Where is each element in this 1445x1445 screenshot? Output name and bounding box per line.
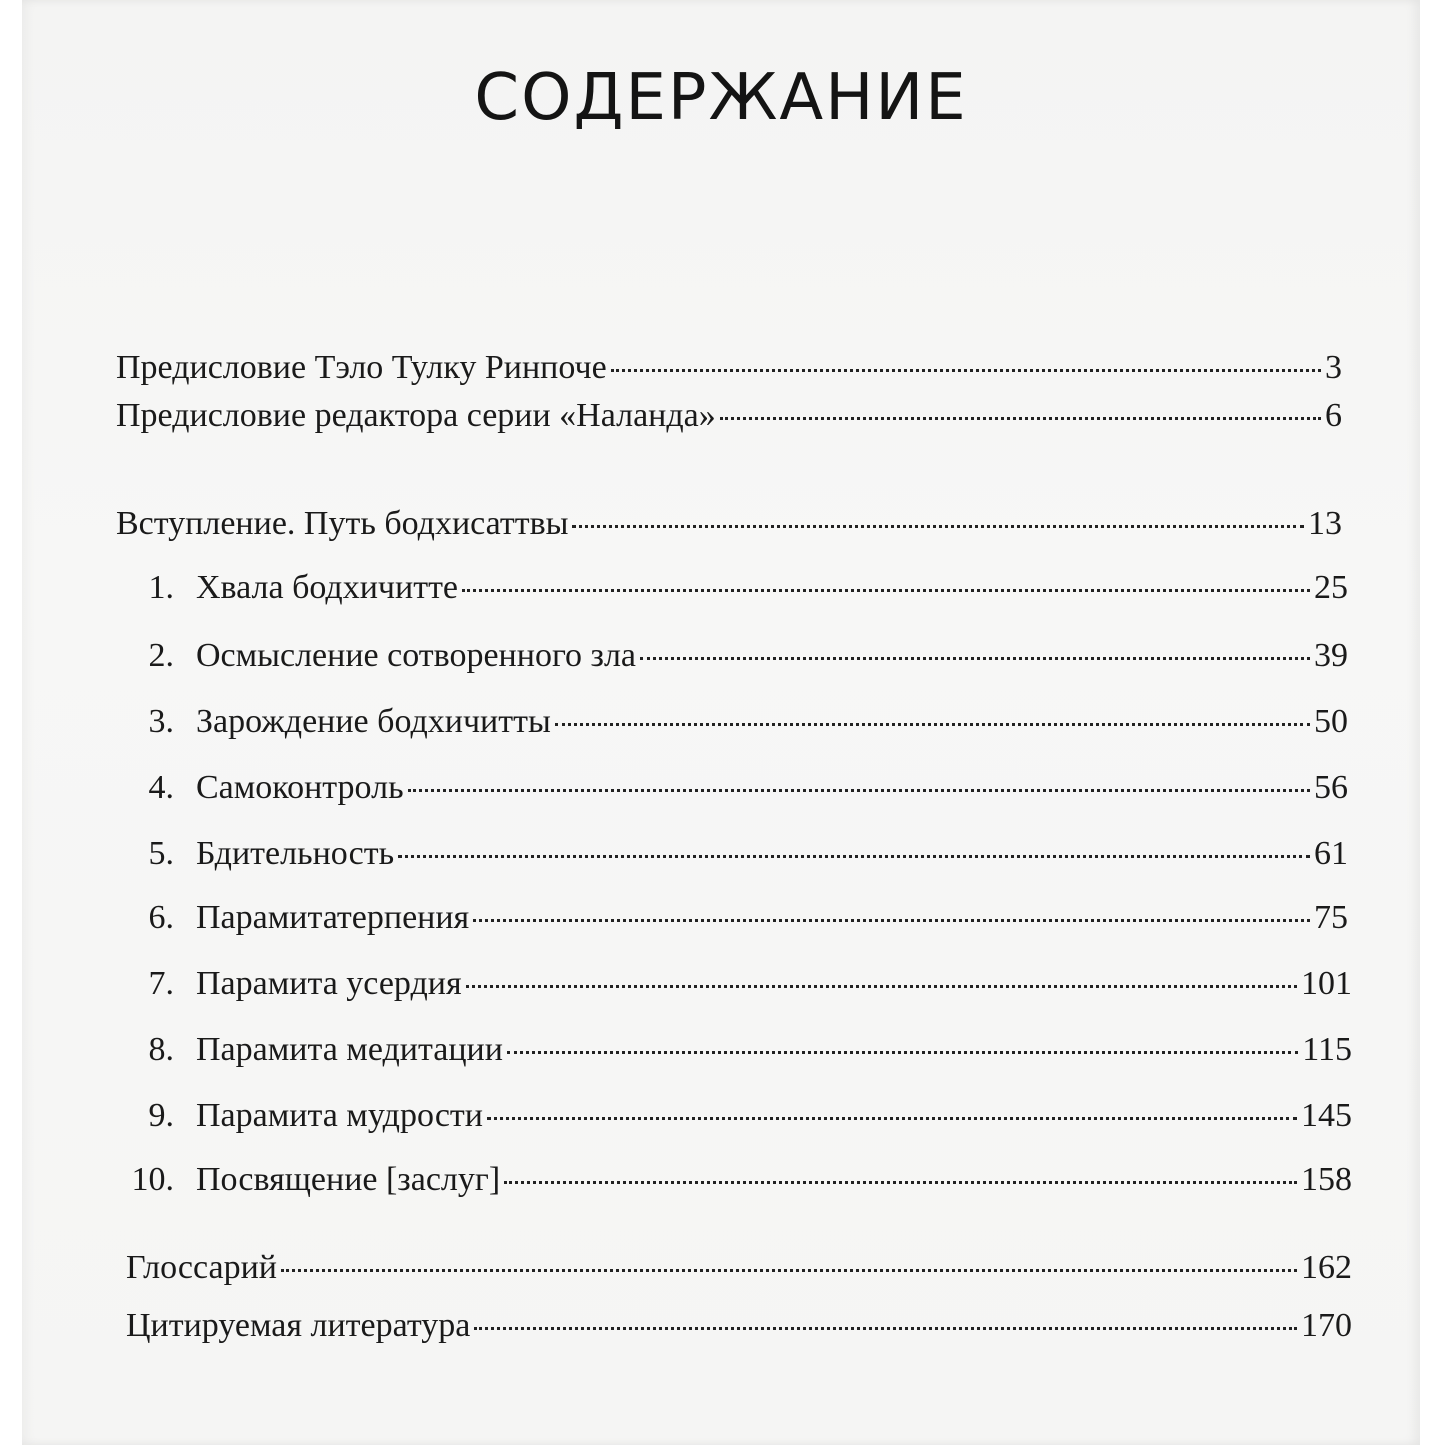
toc-chapter [126, 964, 1352, 1004]
toc-chapter [126, 768, 1348, 808]
chapter-page: 145 [1301, 1097, 1352, 1134]
dot-leader [555, 723, 1310, 726]
toc-entry-label: Вступление. Путь бодхисаттвы [116, 505, 569, 542]
chapter-number: 9. [148, 1097, 174, 1134]
toc-entry-page: 6 [1325, 397, 1342, 434]
toc-entry [116, 396, 1342, 436]
chapter-label: Парамита медитации [196, 1031, 503, 1068]
chapter-label: Парамитатерпения [196, 899, 470, 936]
chapter-label: Посвящение [заслуг] [196, 1161, 501, 1198]
chapter-number: 7. [148, 965, 174, 1002]
toc-chapter [126, 568, 1348, 608]
book-page [22, 0, 1420, 1445]
chapter-label: Самоконтроль [196, 769, 404, 806]
toc-chapter [126, 834, 1348, 874]
toc-entry-label: Глоссарий [126, 1249, 277, 1286]
chapter-number: 3. [148, 703, 174, 740]
chapter-number: 6. [148, 899, 174, 936]
dot-leader [611, 369, 1321, 372]
toc-entry-page: 162 [1301, 1249, 1352, 1286]
toc-chapter [126, 1030, 1352, 1070]
chapter-page: 158 [1301, 1161, 1352, 1198]
toc-entry [116, 504, 1342, 544]
dot-leader [504, 1181, 1297, 1184]
toc-entry-label: Предисловие редактора серии «Наланда» [116, 397, 716, 434]
chapter-page: 50 [1314, 703, 1348, 740]
chapter-label: Парамита усердия [196, 965, 462, 1002]
chapter-number: 1. [148, 569, 174, 606]
toc-entry [126, 1306, 1352, 1346]
dot-leader [640, 657, 1310, 660]
dot-leader [487, 1117, 1297, 1120]
chapter-page: 56 [1314, 769, 1348, 806]
dot-leader [398, 855, 1310, 858]
chapter-number: 4. [148, 769, 174, 806]
dot-leader [466, 985, 1297, 988]
chapter-page: 61 [1314, 835, 1348, 872]
dot-leader [474, 1327, 1297, 1330]
toc-entry-label: Цитируемая литература [126, 1307, 471, 1344]
chapter-page: 115 [1302, 1031, 1352, 1068]
chapter-number: 8. [148, 1031, 174, 1068]
chapter-label: Хвала бодхичитте [196, 569, 459, 606]
chapter-label: Парамита мудрости [196, 1097, 483, 1134]
toc-chapter [126, 702, 1348, 742]
dot-leader [408, 789, 1310, 792]
toc-entry-page: 170 [1301, 1307, 1352, 1344]
toc-chapter [126, 636, 1348, 676]
chapter-label: Зарождение бодхичитты [196, 703, 551, 740]
chapter-number: 10. [131, 1161, 174, 1198]
dot-leader [473, 919, 1310, 922]
chapter-page: 101 [1301, 965, 1352, 1002]
chapter-label: Бдительность [196, 835, 395, 872]
toc-entry-label: Предисловие Тэло Тулку Ринпоче [116, 349, 607, 386]
dot-leader [572, 525, 1304, 528]
chapter-label: Осмысление сотворенного зла [196, 637, 637, 674]
chapter-number: 2. [148, 637, 174, 674]
dot-leader [507, 1051, 1298, 1054]
toc-entry [126, 1248, 1352, 1288]
toc-chapter [126, 898, 1348, 938]
toc-entry-page: 13 [1308, 505, 1342, 542]
toc-chapter [126, 1160, 1352, 1200]
chapter-page: 39 [1314, 637, 1348, 674]
toc-entry-page: 3 [1325, 349, 1342, 386]
toc-chapter [126, 1096, 1352, 1136]
chapter-page: 75 [1314, 899, 1348, 936]
toc-entry [116, 348, 1342, 388]
dot-leader [720, 417, 1321, 420]
page-title: СОДЕРЖАНИЕ [474, 61, 968, 135]
dot-leader [281, 1269, 1297, 1272]
chapter-page: 25 [1314, 569, 1348, 606]
dot-leader [462, 589, 1310, 592]
chapter-number: 5. [148, 835, 174, 872]
